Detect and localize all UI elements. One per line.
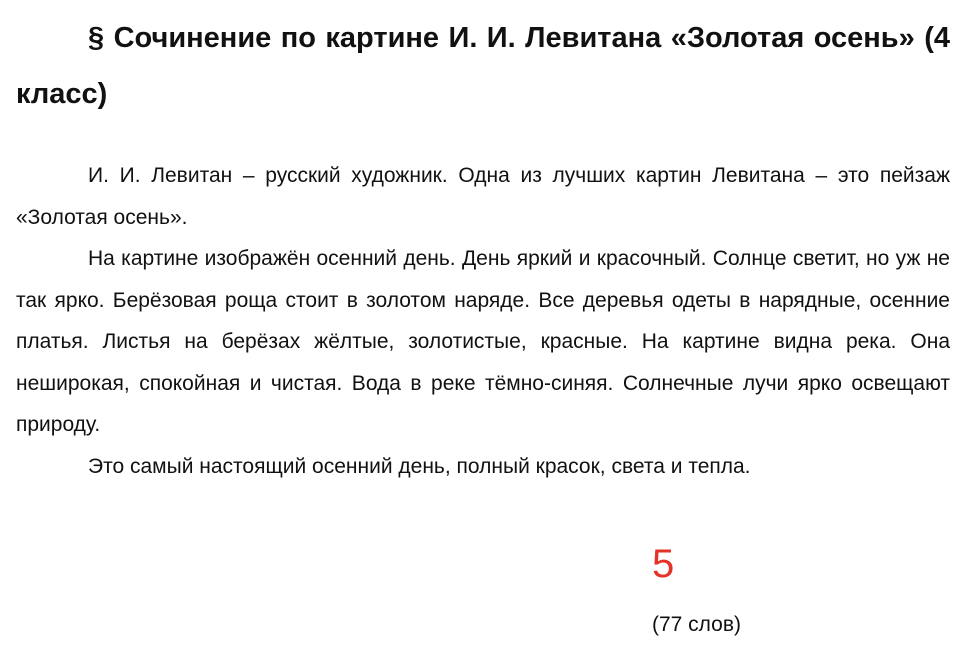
essay-body (16, 155, 950, 487)
essay-paragraph-2: На картине изображён осенний день. День яркий и красочный. Солнце светит, но уж не так ярко. Берёзовая роща стоит в золотом наряде. Все деревья одеты в нарядные, осенние платья. Листья на берёзах жёлтые, золотистые, красные. На картине видна река. Она неширокая, спокойная и чистая. Вода в реке тёмно-синяя. Солнечные лучи ярко освещают природу. (16, 247, 950, 436)
essay-title: § Сочинение по картине И. И. Левитана «Золотая осень» (4 класс) (16, 22, 950, 110)
essay-paragraph-3: Это самый настоящий осенний день, полный красок, света и тепла. (88, 454, 751, 478)
word-count: (77 слов) (652, 613, 742, 636)
essay-paragraph-1: И. И. Левитан – русский художник. Одна из лучших картин Левитана – это пейзаж «Золотая осень». (16, 164, 950, 229)
grade-mark: 5 (652, 542, 675, 586)
